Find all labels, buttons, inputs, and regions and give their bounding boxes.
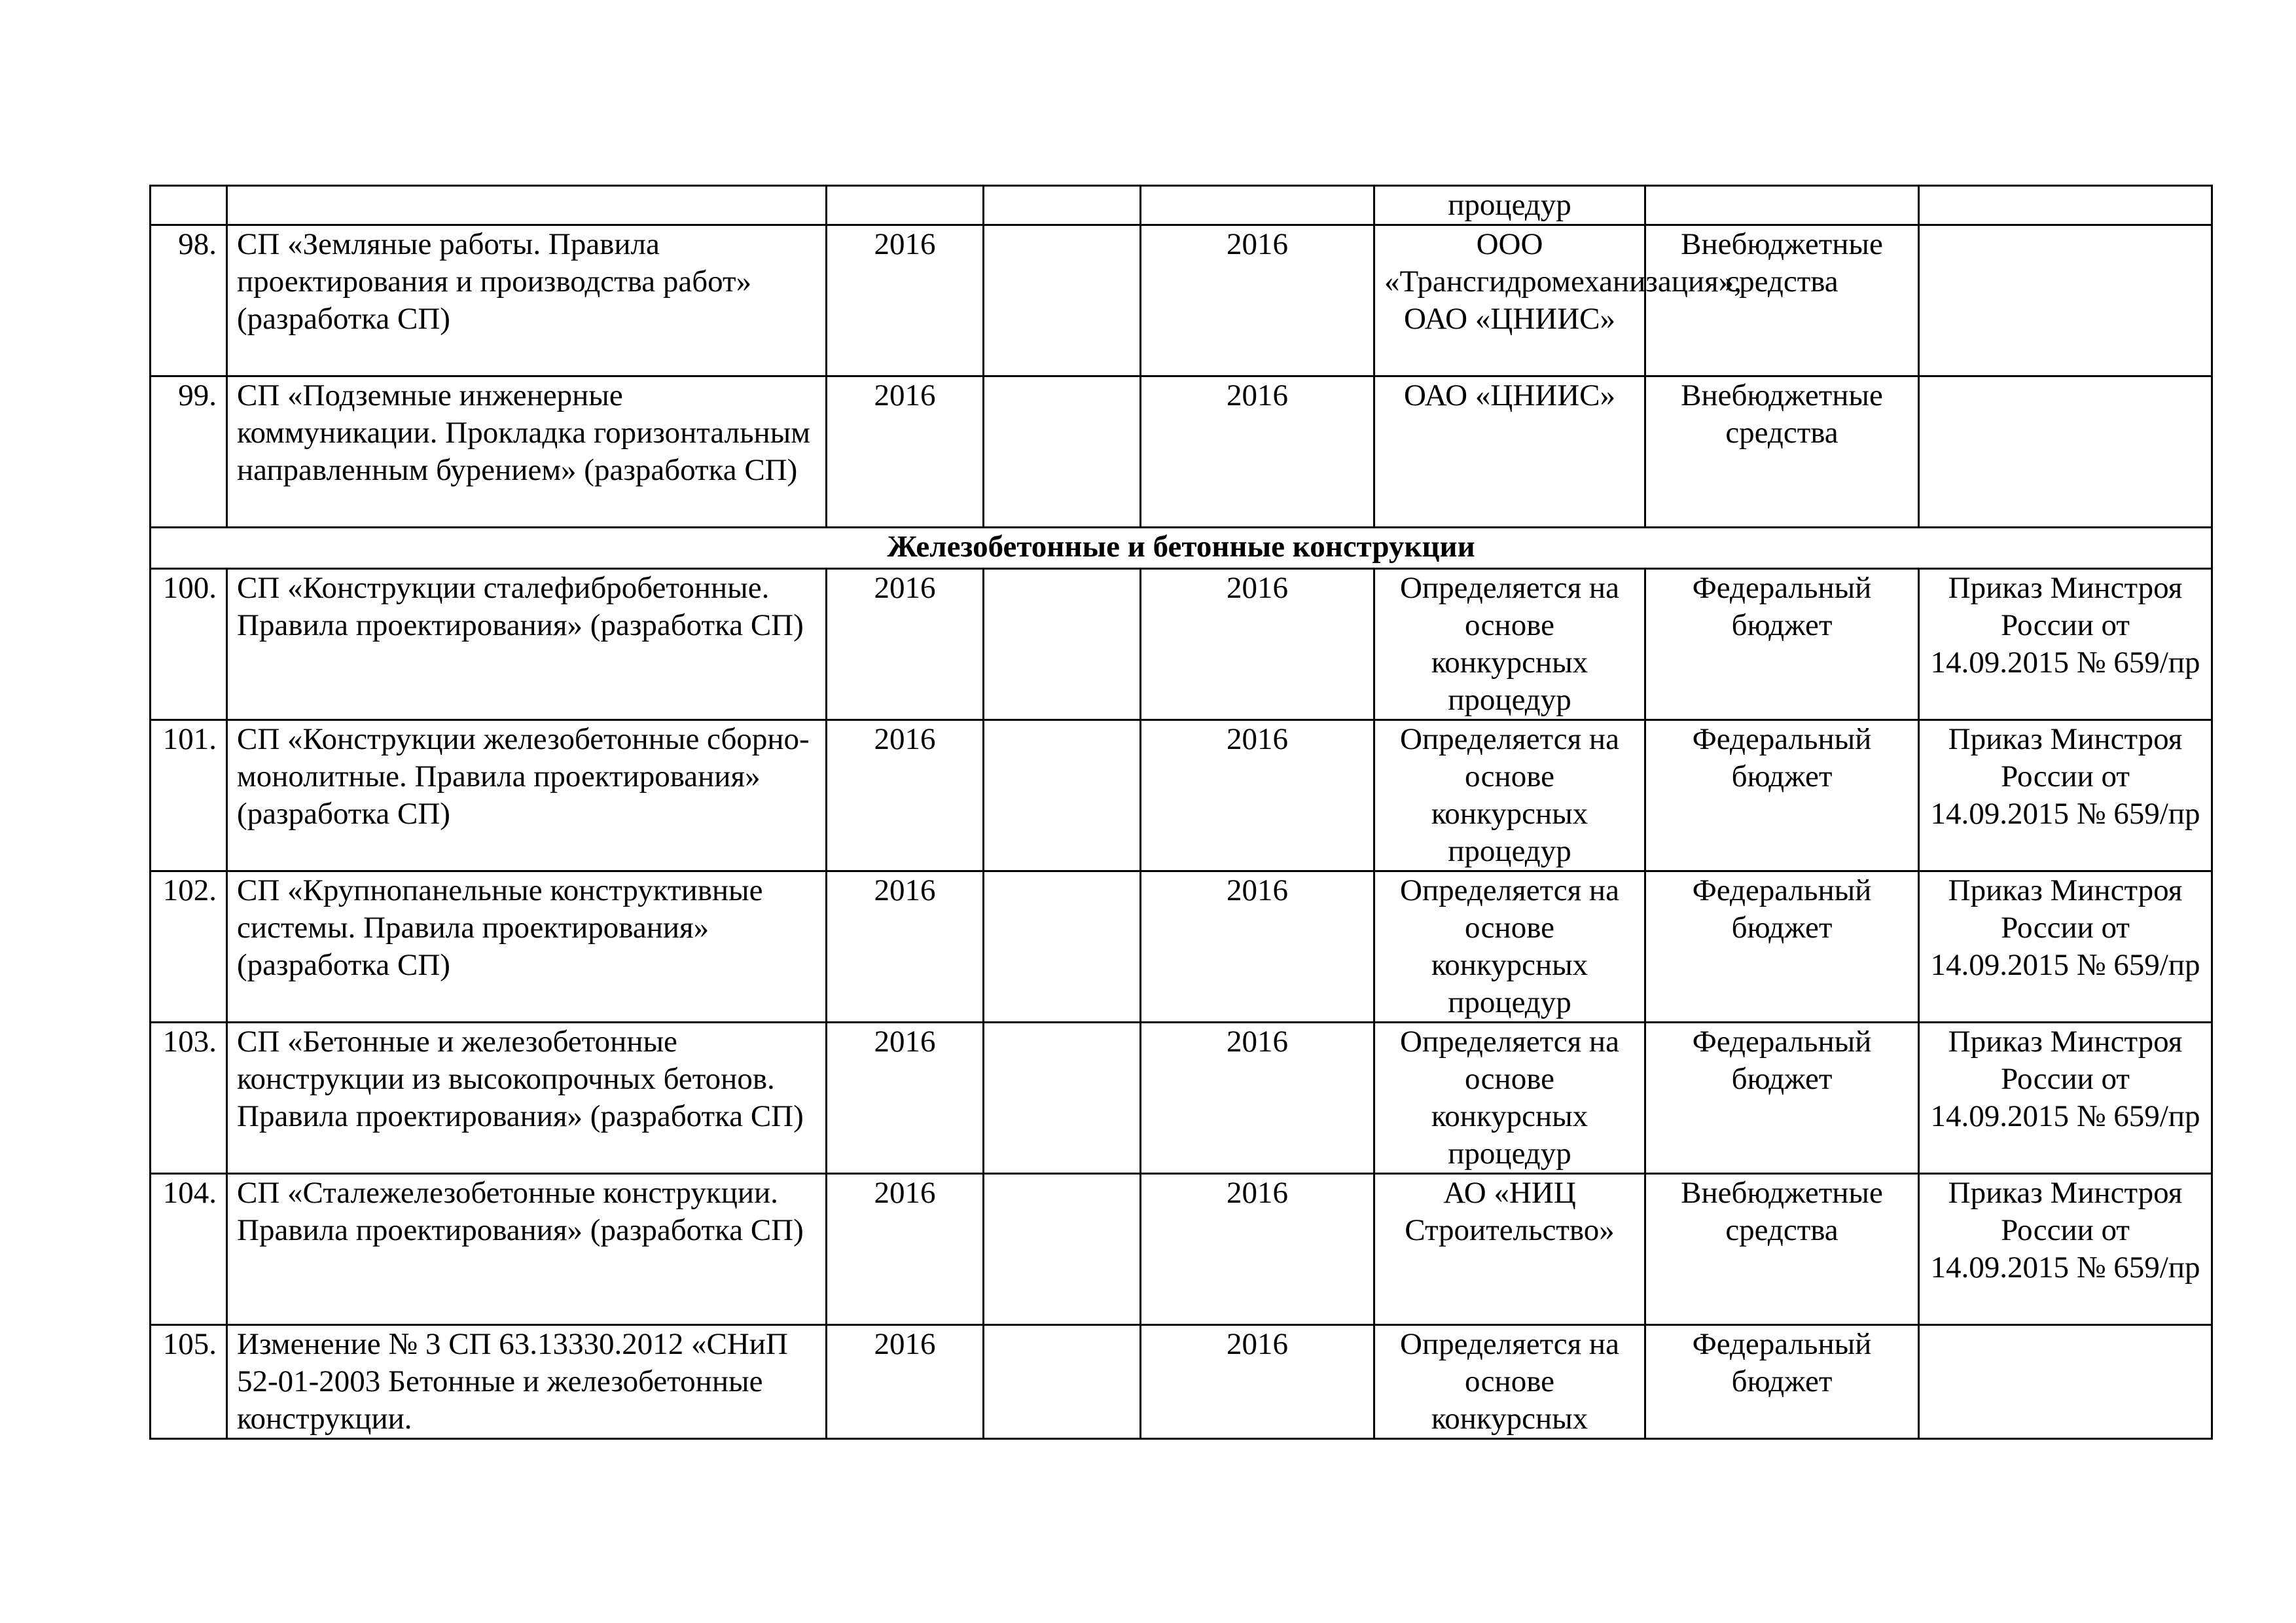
cell-year-start: 2016: [827, 225, 984, 376]
cell-responsible: Определяется на основе конкурсных процедур: [1374, 720, 1645, 871]
table-row: [151, 1174, 2212, 1325]
cell-funding: Внебюджетные средства: [1645, 376, 1919, 528]
cell-year-end: 2016: [1141, 1023, 1374, 1174]
cell-funding: Федеральный бюджет: [1645, 871, 1919, 1023]
cell-responsible: Определяется на основе конкурсных процедур: [1374, 871, 1645, 1023]
table-row: [151, 720, 2212, 871]
cell-basis: Приказ Минстроя России от 14.09.2015 № 659/пр: [1919, 871, 2212, 1023]
cell-num: 98.: [151, 225, 227, 376]
cell-responsible: Определяется на основе конкурсных процедур: [1374, 1023, 1645, 1174]
cell-year-start: 2016: [827, 569, 984, 720]
cell-col4: [984, 720, 1141, 871]
cell-year-start: [827, 186, 984, 225]
cell-funding: [1645, 186, 1919, 225]
cell-name: СП «Конструкции железобетонные сборно-монолитные. Правила проектирования» (разработка СП): [227, 720, 827, 871]
cell-year-end: 2016: [1141, 1174, 1374, 1325]
cell-funding: Федеральный бюджет: [1645, 720, 1919, 871]
cell-num: 103.: [151, 1023, 227, 1174]
cell-name: СП «Конструкции сталефибробетонные. Правила проектирования» (разработка СП): [227, 569, 827, 720]
cell-num: 105.: [151, 1325, 227, 1439]
continuation-row: [151, 186, 2212, 225]
cell-basis: Приказ Минстроя России от 14.09.2015 № 659/пр: [1919, 720, 2212, 871]
cell-basis: [1919, 225, 2212, 376]
table-row: [151, 871, 2212, 1023]
table-row: [151, 1325, 2212, 1439]
cell-name: СП «Бетонные и железобетонные конструкции из высокопрочных бетонов. Правила проектирования» (разработка СП): [227, 1023, 827, 1174]
plan-table: [149, 185, 2213, 1440]
cell-num: [151, 186, 227, 225]
cell-year-end: [1141, 186, 1374, 225]
cell-col4: [984, 1174, 1141, 1325]
cell-year-end: 2016: [1141, 1325, 1374, 1439]
cell-basis: Приказ Минстроя России от 14.09.2015 № 659/пр: [1919, 1174, 2212, 1325]
cell-col4: [984, 376, 1141, 528]
cell-funding: Внебюджетные средства: [1645, 225, 1919, 376]
cell-name: Изменение № 3 СП 63.13330.2012 «СНиП 52-01-2003 Бетонные и железобетонные конструкции.: [227, 1325, 827, 1439]
cell-col4: [984, 871, 1141, 1023]
cell-basis: [1919, 186, 2212, 225]
cell-col4: [984, 569, 1141, 720]
cell-year-start: 2016: [827, 376, 984, 528]
cell-funding: Федеральный бюджет: [1645, 1023, 1919, 1174]
cell-name: СП «Сталежелезобетонные конструкции. Правила проектирования» (разработка СП): [227, 1174, 827, 1325]
cell-responsible: Определяется на основе конкурсных процедур: [1374, 569, 1645, 720]
cell-responsible: Определяется на основе конкурсных: [1374, 1325, 1645, 1439]
table-row: [151, 225, 2212, 376]
cell-year-start: 2016: [827, 871, 984, 1023]
cell-basis: Приказ Минстроя России от 14.09.2015 № 659/пр: [1919, 1023, 2212, 1174]
cell-responsible: ООО «Трансгидромеханизация», ОАО «ЦНИИС»: [1374, 225, 1645, 376]
cell-col4: [984, 1325, 1141, 1439]
cell-num: 100.: [151, 569, 227, 720]
cell-funding: Внебюджетные средства: [1645, 1174, 1919, 1325]
section-row: [151, 528, 2212, 569]
cell-year-end: 2016: [1141, 569, 1374, 720]
cell-year-start: 2016: [827, 720, 984, 871]
cell-year-end: 2016: [1141, 720, 1374, 871]
cell-basis: [1919, 1325, 2212, 1439]
cell-name: СП «Земляные работы. Правила проектирования и производства работ» (разработка СП): [227, 225, 827, 376]
cell-year-start: 2016: [827, 1174, 984, 1325]
cell-num: 99.: [151, 376, 227, 528]
cell-col4: [984, 186, 1141, 225]
cell-year-start: 2016: [827, 1023, 984, 1174]
cell-name: [227, 186, 827, 225]
cell-col4: [984, 1023, 1141, 1174]
cell-name: СП «Крупнопанельные конструктивные системы. Правила проектирования» (разработка СП): [227, 871, 827, 1023]
cell-year-end: 2016: [1141, 871, 1374, 1023]
table-row: [151, 376, 2212, 528]
cell-funding: Федеральный бюджет: [1645, 569, 1919, 720]
cell-year-end: 2016: [1141, 376, 1374, 528]
cell-year-end: 2016: [1141, 225, 1374, 376]
cell-responsible: АО «НИЦ Строительство»: [1374, 1174, 1645, 1325]
cell-basis: Приказ Минстроя России от 14.09.2015 № 659/пр: [1919, 569, 2212, 720]
cell-responsible: процедур: [1374, 186, 1645, 225]
table-row: [151, 569, 2212, 720]
cell-col4: [984, 225, 1141, 376]
cell-basis: [1919, 376, 2212, 528]
table-row: [151, 1023, 2212, 1174]
cell-responsible: ОАО «ЦНИИС»: [1374, 376, 1645, 528]
cell-funding: Федеральный бюджет: [1645, 1325, 1919, 1439]
cell-num: 104.: [151, 1174, 227, 1325]
cell-name: СП «Подземные инженерные коммуникации. Прокладка горизонтальным направленным бурением» (разработка СП): [227, 376, 827, 528]
cell-num: 101.: [151, 720, 227, 871]
section-title: Железобетонные и бетонные конструкции: [151, 528, 2212, 569]
cell-num: 102.: [151, 871, 227, 1023]
cell-year-start: 2016: [827, 1325, 984, 1439]
